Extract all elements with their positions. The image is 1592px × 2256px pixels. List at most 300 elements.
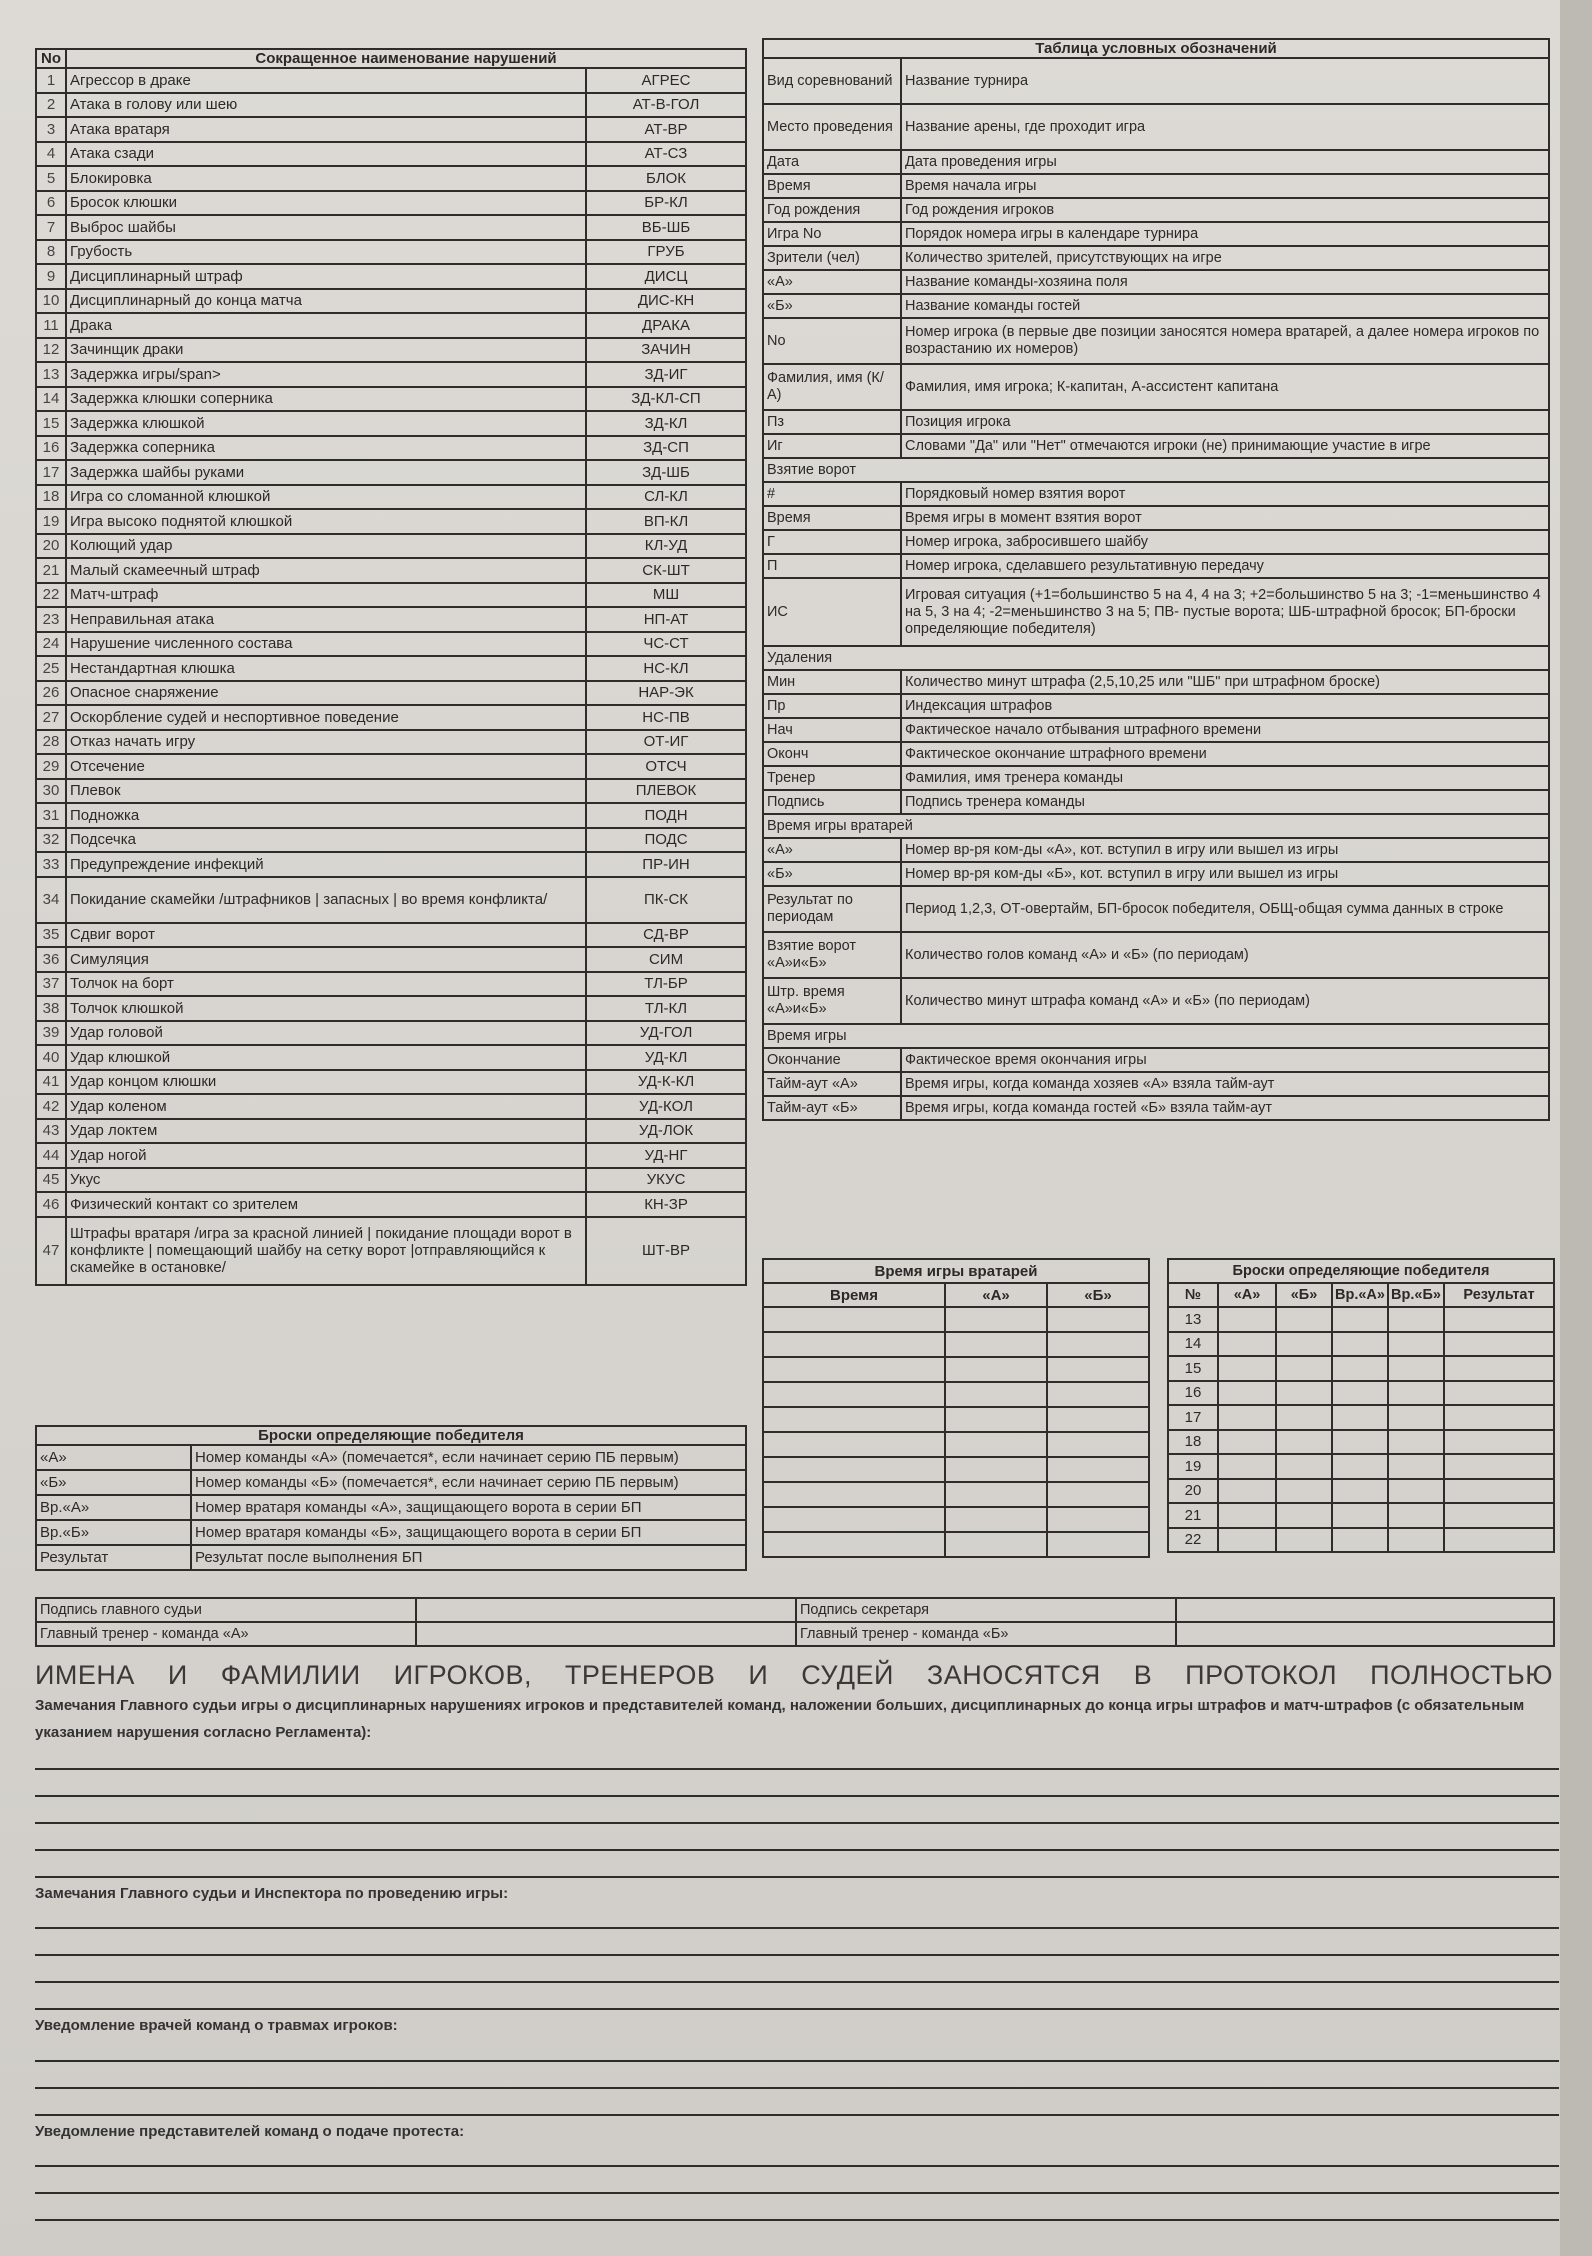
shootout-cell-goalie-a[interactable] [1332,1332,1388,1357]
violation-row [36,1168,746,1193]
violation-number: 23 [36,607,66,632]
goalie-time-cell-a[interactable] [945,1407,1047,1432]
violation-code: КН-ЗР [586,1192,746,1217]
goalie-time-title: Время игры вратарей [763,1259,1149,1283]
violation-row [36,681,746,706]
inspector-remarks-line[interactable] [35,1981,1559,1983]
violation-row [36,1119,746,1144]
shootout-cell-a[interactable] [1218,1307,1276,1332]
protest-notice-line[interactable] [35,2192,1559,2194]
shootout-cell-a[interactable] [1218,1332,1276,1357]
shootout-cell-a[interactable] [1218,1381,1276,1406]
violation-code: ДРАКА [586,313,746,338]
violation-row [36,534,746,559]
shootout-legend-description: Результат после выполнения БП [191,1545,746,1570]
disciplinary-remarks-line[interactable] [35,1795,1559,1797]
shootout-row [1168,1479,1554,1504]
violation-code: СИМ [586,947,746,972]
shootout-cell-goalie-b[interactable] [1388,1503,1444,1528]
goalie-time-cell-time[interactable] [763,1307,945,1332]
shootout-legend-label: Вр.«А» [36,1495,191,1520]
violation-number: 45 [36,1168,66,1193]
legend-description: Номер игрока, забросившего шайбу [901,530,1549,554]
shootout-row-number: 13 [1168,1307,1218,1332]
shootout-cell-b[interactable] [1276,1454,1332,1479]
shootout-cell-goalie-b[interactable] [1388,1332,1444,1357]
protest-notice-title: Уведомление представителей команд о подаче протеста: [35,2123,465,2140]
disciplinary-remarks-line[interactable] [35,1876,1559,1878]
legend-row [763,718,1549,742]
legend-label: No [763,318,901,364]
goalie-time-cell-b[interactable] [1047,1457,1149,1482]
inspector-remarks-line[interactable] [35,2008,1559,2010]
violation-row [36,972,746,997]
legend-label: Оконч [763,742,901,766]
violation-code: ЗД-СП [586,436,746,461]
legend-label: «Б» [763,294,901,318]
shootout-cell-b[interactable] [1276,1528,1332,1553]
legend-description: Фактическое начало отбывания штрафного времени [901,718,1549,742]
violation-name: Оскорбление судей и неспортивное поведение [66,705,586,730]
violation-number: 15 [36,411,66,436]
legend-label: Г [763,530,901,554]
shootout-cell-goalie-a[interactable] [1332,1528,1388,1553]
goalie-time-cell-time[interactable] [763,1482,945,1507]
goalie-time-cell-a[interactable] [945,1482,1047,1507]
violation-number: 11 [36,313,66,338]
legend-section-row [763,1024,1549,1048]
violation-row [36,852,746,877]
legend-section-title: Взятие ворот [763,458,1549,482]
violation-code: КЛ-УД [586,534,746,559]
inspector-remarks-line[interactable] [35,1954,1559,1956]
violation-name: Атака вратаря [66,117,586,142]
shootout-cell-b[interactable] [1276,1356,1332,1381]
shootout-legend-row [36,1470,746,1495]
violation-name: Блокировка [66,166,586,191]
violation-number: 27 [36,705,66,730]
shootout-cell-goalie-a[interactable] [1332,1430,1388,1455]
shootout-col-no: № [1168,1283,1218,1307]
signatures-table [35,1597,1555,1647]
shootout-row-number: 21 [1168,1503,1218,1528]
violation-row [36,93,746,118]
coach-a-signature-field[interactable] [416,1622,796,1646]
goalie-time-cell-time[interactable] [763,1457,945,1482]
violation-number: 28 [36,730,66,755]
shootout-cell-result[interactable] [1444,1381,1554,1406]
violation-number: 14 [36,387,66,412]
legend-row [763,1096,1549,1120]
violation-name: Плевок [66,779,586,804]
goalie-time-cell-time[interactable] [763,1382,945,1407]
goalie-time-cell-time[interactable] [763,1432,945,1457]
shootout-legend-label: «Б» [36,1470,191,1495]
shootout-row-number: 17 [1168,1405,1218,1430]
violation-name: Нарушение численного состава [66,632,586,657]
shootout-cell-a[interactable] [1218,1454,1276,1479]
violation-code: УД-К-КЛ [586,1070,746,1095]
violation-code: НАР-ЭК [586,681,746,706]
shootout-cell-goalie-a[interactable] [1332,1454,1388,1479]
violation-code: АТ-В-ГОЛ [586,93,746,118]
legend-label: «А» [763,838,901,862]
goalie-time-cell-a[interactable] [945,1332,1047,1357]
shootout-cell-result[interactable] [1444,1307,1554,1332]
shootout-row-number: 20 [1168,1479,1218,1504]
goalie-time-row [763,1457,1149,1482]
doctors-notice-title: Уведомление врачей команд о травмах игроков: [35,2017,398,2034]
violation-name: Подножка [66,803,586,828]
legend-row [763,694,1549,718]
inspector-remarks-line[interactable] [35,1927,1559,1929]
legend-row [763,838,1549,862]
violation-code: ВП-КЛ [586,509,746,534]
chief-referee-signature-field[interactable] [416,1598,796,1622]
coach-b-signature-field[interactable] [1176,1622,1554,1646]
violation-number: 26 [36,681,66,706]
violation-code: ПЛЕВОК [586,779,746,804]
violation-name: Колющий удар [66,534,586,559]
shootout-legend-label: Вр.«Б» [36,1520,191,1545]
violation-code: ПОДН [586,803,746,828]
shootout-cell-a[interactable] [1218,1405,1276,1430]
shootout-row-number: 22 [1168,1528,1218,1553]
violation-number: 31 [36,803,66,828]
legend-row [763,978,1549,1024]
violation-code: ЗД-ШБ [586,460,746,485]
shootout-cell-goalie-a[interactable] [1332,1479,1388,1504]
shootout-col-a: «А» [1218,1283,1276,1307]
violation-name: Грубость [66,240,586,265]
disciplinary-remarks-line[interactable] [35,1822,1559,1824]
shootout-cell-b[interactable] [1276,1405,1332,1430]
shootout-cell-b[interactable] [1276,1307,1332,1332]
legend-row [763,150,1549,174]
goalie-time-row [763,1482,1149,1507]
violation-name: Задержка клюшки соперника [66,387,586,412]
shootout-cell-b[interactable] [1276,1430,1332,1455]
legend-description: Количество минут штрафа команд «А» и «Б» (по периодам) [901,978,1549,1024]
goalie-time-cell-time[interactable] [763,1332,945,1357]
violation-code: АТ-СЗ [586,142,746,167]
violation-code: ЗД-КЛ [586,411,746,436]
legend-row [763,58,1549,104]
shootout-cell-goalie-a[interactable] [1332,1307,1388,1332]
violation-number: 1 [36,68,66,93]
violation-number: 18 [36,485,66,510]
goalie-time-cell-a[interactable] [945,1432,1047,1457]
violation-number: 37 [36,972,66,997]
legend-description: Название арены, где проходит игра [901,104,1549,150]
violation-name: Удар головой [66,1021,586,1046]
shootout-cell-goalie-b[interactable] [1388,1454,1444,1479]
violation-name: Сдвиг ворот [66,923,586,948]
violation-number: 41 [36,1070,66,1095]
goalie-time-col-a: «А» [945,1283,1047,1307]
violation-number: 42 [36,1094,66,1119]
violation-code: ТЛ-БР [586,972,746,997]
header-violation-name: Сокращенное наименование нарушений [66,49,746,68]
header-no: No [36,49,66,68]
violation-number: 34 [36,877,66,923]
legend-label: Время [763,506,901,530]
shootout-cell-b[interactable] [1276,1503,1332,1528]
violation-name: Атака сзади [66,142,586,167]
violation-code: ДИС-КН [586,289,746,314]
legend-description: Фамилия, имя игрока; К-капитан, А-ассистент капитана [901,364,1549,410]
shootout-cell-a[interactable] [1218,1503,1276,1528]
doctors-notice-line[interactable] [35,2114,1559,2116]
shootout-cell-goalie-a[interactable] [1332,1503,1388,1528]
violation-row [36,779,746,804]
legend-description: Название команды гостей [901,294,1549,318]
shootout-cell-b[interactable] [1276,1381,1332,1406]
legend-row [763,886,1549,932]
violation-row [36,411,746,436]
legend-description: Игровая ситуация (+1=большинство 5 на 4, 4 на 3; +2=большинство 5 на 3; -1=меньшинство 4 на 5, 3 на 4; -2=меньшинство 3 на 5; ПВ- пустые ворота; ШБ-штрафной бросок; БП-броски определяющие победителя) [901,578,1549,646]
violation-row [36,264,746,289]
legend-section-title: Время игры вратарей [763,814,1549,838]
violation-row [36,1217,746,1285]
violation-name: Игра высоко поднятой клюшкой [66,509,586,534]
shootout-cell-result[interactable] [1444,1528,1554,1553]
legend-label: # [763,482,901,506]
goalie-time-cell-b[interactable] [1047,1482,1149,1507]
violation-name: Драка [66,313,586,338]
legend-description: Время игры, когда команда хозяев «А» взяла тайм-аут [901,1072,1549,1096]
violation-name: Предупреждение инфекций [66,852,586,877]
shootout-cell-result[interactable] [1444,1479,1554,1504]
legend-description: Время начала игры [901,174,1549,198]
violation-code: УД-КЛ [586,1045,746,1070]
violation-row [36,705,746,730]
violation-number: 21 [36,558,66,583]
legend-label: П [763,554,901,578]
violation-row [36,996,746,1021]
violation-row [36,947,746,972]
violation-code: УД-НГ [586,1143,746,1168]
shootout-cell-result[interactable] [1444,1503,1554,1528]
shootout-row [1168,1332,1554,1357]
violation-name: Игра со сломанной клюшкой [66,485,586,510]
violation-name: Подсечка [66,828,586,853]
goalie-time-cell-b[interactable] [1047,1507,1149,1532]
violation-number: 29 [36,754,66,779]
shootout-cell-goalie-b[interactable] [1388,1430,1444,1455]
goalie-time-cell-b[interactable] [1047,1357,1149,1382]
goalie-time-cell-a[interactable] [945,1457,1047,1482]
legend-row [763,932,1549,978]
violation-code: ВБ-ШБ [586,215,746,240]
violation-row [36,460,746,485]
violation-row [36,142,746,167]
shootout-cell-goalie-a[interactable] [1332,1381,1388,1406]
violation-number: 20 [36,534,66,559]
violation-row [36,656,746,681]
legend-row [763,766,1549,790]
inspector-remarks-title: Замечания Главного судьи и Инспектора по проведению игры: [35,1885,509,1902]
violation-name: Укус [66,1168,586,1193]
violation-name: Атака в голову или шею [66,93,586,118]
legend-label: Тренер [763,766,901,790]
legend-label: «Б» [763,862,901,886]
legend-description: Фамилия, имя тренера команды [901,766,1549,790]
violation-number: 19 [36,509,66,534]
legend-description: Количество голов команд «А» и «Б» (по периодам) [901,932,1549,978]
violation-name: Нестандартная клюшка [66,656,586,681]
violation-number: 3 [36,117,66,142]
shootout-cell-result[interactable] [1444,1332,1554,1357]
coach-a-label: Главный тренер - команда «А» [36,1622,416,1646]
legend-label: Вид соревнований [763,58,901,104]
violation-number: 39 [36,1021,66,1046]
violation-number: 9 [36,264,66,289]
violation-number: 35 [36,923,66,948]
shootout-cell-goalie-b[interactable] [1388,1405,1444,1430]
shootout-cell-goalie-b[interactable] [1388,1528,1444,1553]
shootout-cell-a[interactable] [1218,1356,1276,1381]
shootout-row-number: 19 [1168,1454,1218,1479]
legend-label: «А» [763,270,901,294]
goalie-time-row [763,1532,1149,1557]
protest-notice-line[interactable] [35,2219,1559,2221]
goalie-time-cell-a[interactable] [945,1532,1047,1557]
legend-label: ИС [763,578,901,646]
violation-name: Задержка игры/span> [66,362,586,387]
legend-label: Мин [763,670,901,694]
goalie-time-cell-a[interactable] [945,1382,1047,1407]
shootout-row-number: 14 [1168,1332,1218,1357]
violation-number: 13 [36,362,66,387]
violation-name: Штрафы вратаря /игра за красной линией | покидание площади ворот в конфликте | помещающий шайбу на сетку ворот |отправляющийся к скамейке в остановке/ [66,1217,586,1285]
shootout-cell-result[interactable] [1444,1405,1554,1430]
shootout-cell-goalie-a[interactable] [1332,1356,1388,1381]
goalie-time-cell-a[interactable] [945,1507,1047,1532]
legend-table [762,38,1550,1121]
shootout-cell-a[interactable] [1218,1528,1276,1553]
goalie-time-cell-b[interactable] [1047,1407,1149,1432]
shootout-cell-goalie-b[interactable] [1388,1479,1444,1504]
violation-name: Малый скамеечный штраф [66,558,586,583]
shootout-cell-result[interactable] [1444,1430,1554,1455]
disciplinary-remarks-line[interactable] [35,1849,1559,1851]
legend-section-row [763,814,1549,838]
goalie-time-cell-a[interactable] [945,1307,1047,1332]
legend-row [763,1072,1549,1096]
doctors-notice-line[interactable] [35,2060,1559,2062]
shootout-cell-goalie-a[interactable] [1332,1405,1388,1430]
goalie-time-cell-a[interactable] [945,1357,1047,1382]
shootout-row [1168,1430,1554,1455]
violation-number: 32 [36,828,66,853]
legend-row [763,246,1549,270]
legend-row [763,318,1549,364]
shootout-cell-b[interactable] [1276,1332,1332,1357]
legend-section-row [763,458,1549,482]
violation-number: 6 [36,191,66,216]
violation-row [36,485,746,510]
goalie-time-cell-b[interactable] [1047,1432,1149,1457]
doctors-notice-line[interactable] [35,2087,1559,2089]
violation-number: 8 [36,240,66,265]
shootout-cell-goalie-b[interactable] [1388,1381,1444,1406]
shootout-row [1168,1405,1554,1430]
goalie-time-table [762,1258,1150,1558]
violation-number: 46 [36,1192,66,1217]
legend-label: Подпись [763,790,901,814]
shootout-legend-label: «А» [36,1445,191,1470]
shootout-cell-goalie-b[interactable] [1388,1356,1444,1381]
violation-name: Матч-штраф [66,583,586,608]
goalie-time-cell-time[interactable] [763,1507,945,1532]
violation-name: Задержка шайбы руками [66,460,586,485]
goalie-time-cell-time[interactable] [763,1357,945,1382]
violation-code: ДИСЦ [586,264,746,289]
secretary-signature-field[interactable] [1176,1598,1554,1622]
goalie-time-cell-b[interactable] [1047,1332,1149,1357]
goalie-time-cell-time[interactable] [763,1407,945,1432]
legend-row [763,742,1549,766]
goalie-time-cell-b[interactable] [1047,1307,1149,1332]
violation-row [36,1070,746,1095]
legend-description: Количество минут штрафа (2,5,10,25 или "ШБ" при штрафном броске) [901,670,1549,694]
goalie-time-cell-b[interactable] [1047,1382,1149,1407]
violation-row [36,117,746,142]
violation-name: Опасное снаряжение [66,681,586,706]
legend-row [763,530,1549,554]
violation-row [36,583,746,608]
disciplinary-remarks-line[interactable] [35,1768,1559,1770]
violation-name: Отсечение [66,754,586,779]
violation-number: 2 [36,93,66,118]
legend-label: Год рождения [763,198,901,222]
violation-name: Толчок на борт [66,972,586,997]
shootout-cell-b[interactable] [1276,1479,1332,1504]
shootout-cell-result[interactable] [1444,1356,1554,1381]
goalie-time-row [763,1432,1149,1457]
legend-label: Дата [763,150,901,174]
violation-number: 5 [36,166,66,191]
goalie-time-cell-time[interactable] [763,1532,945,1557]
violation-name: Дисциплинарный штраф [66,264,586,289]
violation-name: Выброс шайбы [66,215,586,240]
shootout-table [1167,1258,1555,1553]
shootout-col-result: Результат [1444,1283,1554,1307]
violation-code: ЗД-ИГ [586,362,746,387]
legend-label: Фамилия, имя (К/А) [763,364,901,410]
violation-code: УД-КОЛ [586,1094,746,1119]
legend-row [763,790,1549,814]
violation-row [36,1045,746,1070]
shootout-row [1168,1307,1554,1332]
shootout-cell-goalie-b[interactable] [1388,1307,1444,1332]
shootout-cell-a[interactable] [1218,1479,1276,1504]
protest-notice-line[interactable] [35,2165,1559,2167]
violation-number: 36 [36,947,66,972]
legend-description: Время игры, когда команда гостей «Б» взяла тайм-аут [901,1096,1549,1120]
goalie-time-cell-b[interactable] [1047,1532,1149,1557]
violation-number: 33 [36,852,66,877]
violation-row [36,1143,746,1168]
shootout-cell-result[interactable] [1444,1454,1554,1479]
goalie-time-row [763,1307,1149,1332]
shootout-cell-a[interactable] [1218,1430,1276,1455]
violation-number: 24 [36,632,66,657]
violation-row [36,803,746,828]
legend-row [763,174,1549,198]
violation-number: 40 [36,1045,66,1070]
